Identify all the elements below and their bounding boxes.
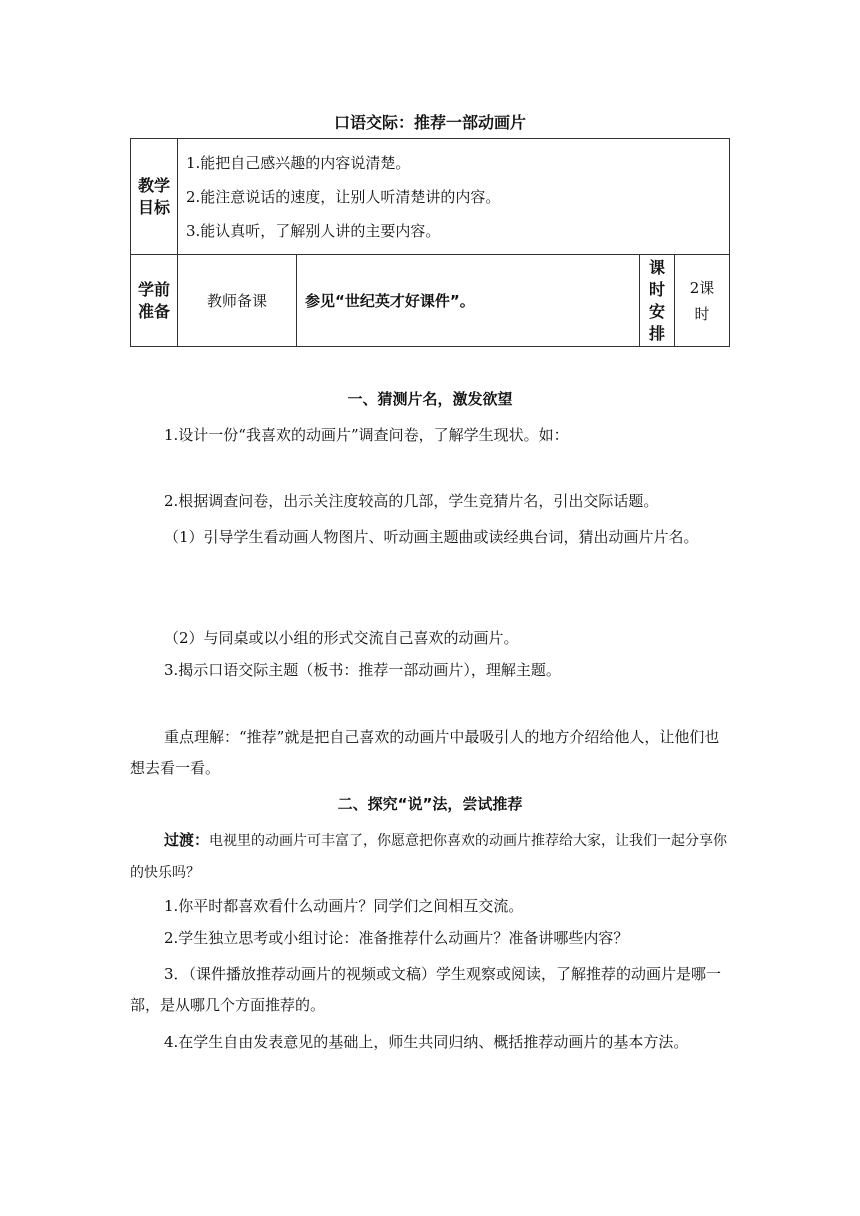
paragraph: （1）引导学生看动画人物图片、听动画主题曲或读经典台词，猜出动画片片名。 bbox=[164, 528, 699, 546]
paragraph: 2.根据调查问卷，出示关注度较高的几部，学生竞猜片名，引出交际话题。 bbox=[164, 492, 659, 510]
teacher-prep-value: 参见“世纪英才好课件”。 bbox=[297, 255, 640, 347]
goal-item: 1.能把自己感兴趣的内容说清楚。 bbox=[186, 153, 411, 172]
paragraph: 2.学生独立思考或小组讨论：准备推荐什么动画片？准备讲哪些内容？ bbox=[164, 929, 629, 947]
goals-cell bbox=[178, 139, 730, 255]
goals-header: 教学目标 bbox=[131, 139, 178, 255]
page-title: 口语交际：推荐一部动画片 bbox=[333, 113, 526, 132]
schedule-header: 课时安排 bbox=[640, 255, 675, 347]
prep-header: 学前准备 bbox=[131, 255, 178, 347]
transition-text: 电视里的动画片可丰富了，你愿意把你喜欢的动画片推荐给大家，让我们一起分享你的快乐吗？ bbox=[130, 833, 728, 881]
transition-paragraph bbox=[130, 825, 730, 889]
section2-heading: 二、探究“说”法，尝试推荐 bbox=[337, 795, 523, 813]
schedule-value: 2课时 bbox=[675, 255, 730, 347]
paragraph: 1.你平时都喜欢看什么动画片？同学们之间相互交流。 bbox=[164, 897, 524, 915]
paragraph: 3．（课件播放推荐动画片的视频或文稿）学生观察或阅读，了解推荐的动画片是哪一部，是从哪几个方面推荐的。 bbox=[130, 965, 722, 1014]
goal-item: 3.能认真听，了解别人讲的主要内容。 bbox=[186, 221, 441, 240]
teacher-prep-label: 教师备课 bbox=[178, 255, 297, 347]
section1-heading: 一、猜测片名，激发欲望 bbox=[347, 390, 513, 408]
paragraph: 3.揭示口语交际主题（板书：推荐一部动画片），理解主题。 bbox=[164, 661, 561, 679]
lesson-plan-table bbox=[130, 138, 730, 347]
paragraph: （2）与同桌或以小组的形式交流自己喜欢的动画片。 bbox=[164, 629, 519, 647]
paragraph: 4.在学生自由发表意见的基础上，师生共同归纳、概括推荐动画片的基本方法。 bbox=[164, 1033, 689, 1051]
paragraph: 1.设计一份“我喜欢的动画片”调查问卷，了解学生现状。如： bbox=[164, 426, 569, 444]
paragraph: 重点理解：“推荐”就是把自己喜欢的动画片中最吸引人的地方介绍给他人，让他们也想去看一看。 bbox=[130, 728, 720, 777]
goal-item: 2.能注意说话的速度，让别人听清楚讲的内容。 bbox=[186, 187, 501, 206]
transition-label: 过渡： bbox=[164, 831, 210, 849]
